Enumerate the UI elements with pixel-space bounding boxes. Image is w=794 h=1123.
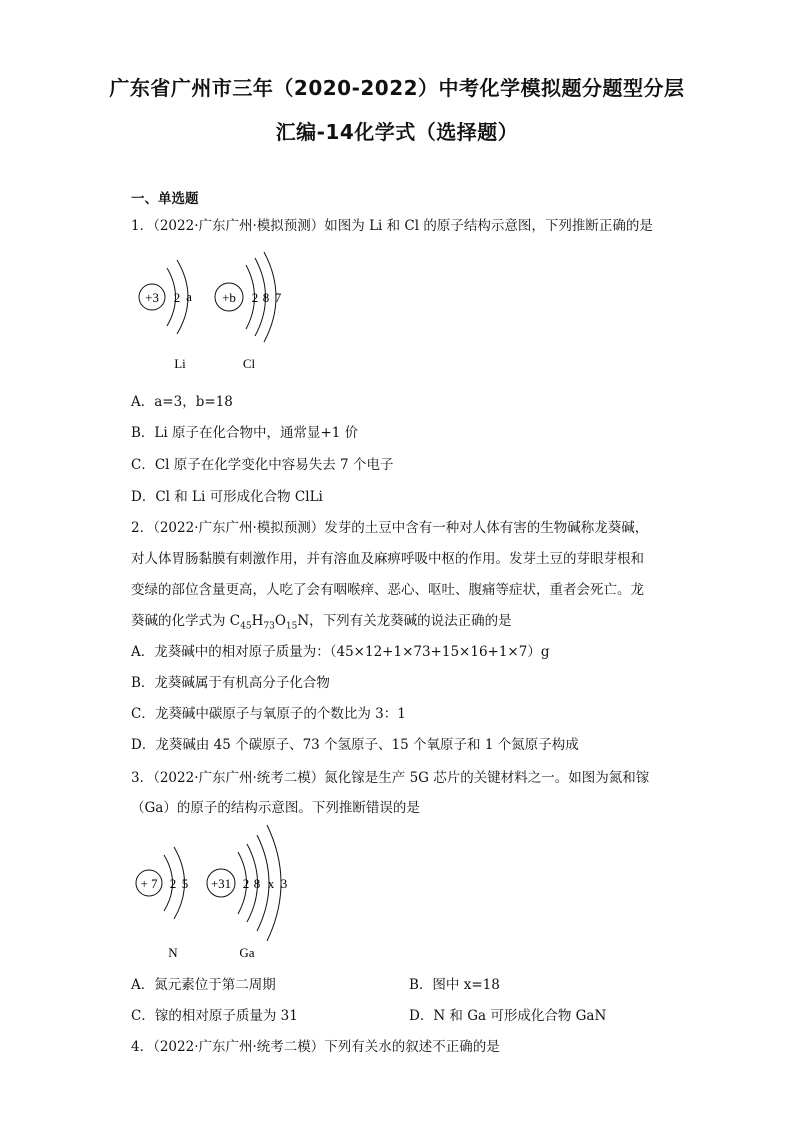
ga-shell-3: x — [267, 876, 275, 891]
ga-nucleus: +31 — [210, 876, 232, 891]
li-nucleus: +3 — [145, 290, 159, 305]
cl-label: Cl — [242, 356, 256, 371]
section-heading: 一、单选题 — [131, 191, 199, 207]
q2-line-4: 葵碱的化学式为 $C_{45}H_{73}O_{15}N$，下列有关龙葵碱的说法正确的是 — [131, 613, 512, 632]
q1-option-c: C．Cl 原子在化学变化中容易失去 7 个电子 — [131, 457, 394, 473]
q1-option-a: A．a=3，b=18 — [131, 394, 233, 410]
ga-label: Ga — [239, 945, 255, 960]
ga-shell-2: 8 — [253, 876, 261, 891]
title-line-2: 汇编-14化学式（选择题） — [275, 120, 519, 144]
n-shell-1: 2 — [169, 876, 177, 891]
q1-atom-diagram — [131, 250, 311, 384]
cl-nucleus: +b — [222, 290, 236, 305]
q1-option-b: B．Li 原子在化合物中，通常显+1 价 — [131, 425, 359, 441]
q2-option-c: C．龙葵碱中碳原子与氧原子的个数比为 3：1 — [131, 706, 406, 722]
q3-line-1: 3．（2022·广东广州·统考二模）氮化镓是生产 5G 芯片的关键材料之一。如图为氮和镓 — [131, 770, 650, 786]
q2-option-d: D．龙葵碱由 45 个碳原子、73 个氢原子、15 个氧原子和 1 个氮原子构成 — [131, 737, 579, 753]
ga-shell-4: 3 — [280, 876, 288, 891]
q1-stem: 1．（2022·广东广州·模拟预测）如图为 Li 和 Cl 的原子结构示意图，下列推断正确的是 — [131, 218, 653, 234]
q2-line-2: 对人体胃肠黏膜有刺激作用，并有溶血及麻痹呼吸中枢的作用。发芽土豆的芽眼芽根和 — [131, 551, 644, 567]
n-label: N — [168, 945, 178, 960]
n-nucleus: + 7 — [140, 876, 158, 891]
q3-line-2: （Ga）的原子的结构示意图。下列推断错误的是 — [131, 800, 420, 816]
q3-atom-diagram — [131, 822, 331, 966]
cl-shell-1: 2 — [251, 290, 259, 305]
q2-line-3: 变绿的部位含量更高，人吃了会有咽喉痒、恶心、呕吐、腹痛等症状，重者会死亡。龙 — [131, 582, 644, 598]
q2-line-1: 2．（2022·广东广州·模拟预测）发芽的土豆中含有一种对人体有害的生物碱称龙葵碱， — [131, 520, 649, 536]
cl-shell-2: 8 — [262, 290, 270, 305]
title-line-1: 广东省广州市三年（2020-2022）中考化学模拟题分题型分层 — [109, 76, 685, 100]
n-shell-2: 5 — [181, 876, 189, 891]
q2-option-b: B．龙葵碱属于有机高分子化合物 — [131, 675, 330, 691]
li-shell-2: a — [186, 289, 192, 304]
q4-stem: 4．（2022·广东广州·统考二模）下列有关水的叙述不正确的是 — [131, 1039, 500, 1055]
q1-option-d: D．Cl 和 Li 可形成化合物 ClLi — [131, 489, 323, 505]
cl-shell-3: 7 — [274, 290, 282, 305]
li-label: Li — [174, 356, 186, 371]
q3-option-a: A．氮元素位于第二周期 — [131, 977, 276, 993]
q3-option-d: D．N 和 Ga 可形成化合物 GaN — [409, 1008, 607, 1024]
q3-option-b: B．图中 x=18 — [409, 977, 500, 993]
q2-option-a: A．龙葵碱中的相对原子质量为：（45×12+1×73+15×16+1×7）g — [131, 644, 550, 660]
q3-option-c: C．镓的相对原子质量为 31 — [131, 1008, 298, 1024]
li-shell-1: 2 — [173, 290, 181, 305]
ga-shell-1: 2 — [242, 876, 250, 891]
